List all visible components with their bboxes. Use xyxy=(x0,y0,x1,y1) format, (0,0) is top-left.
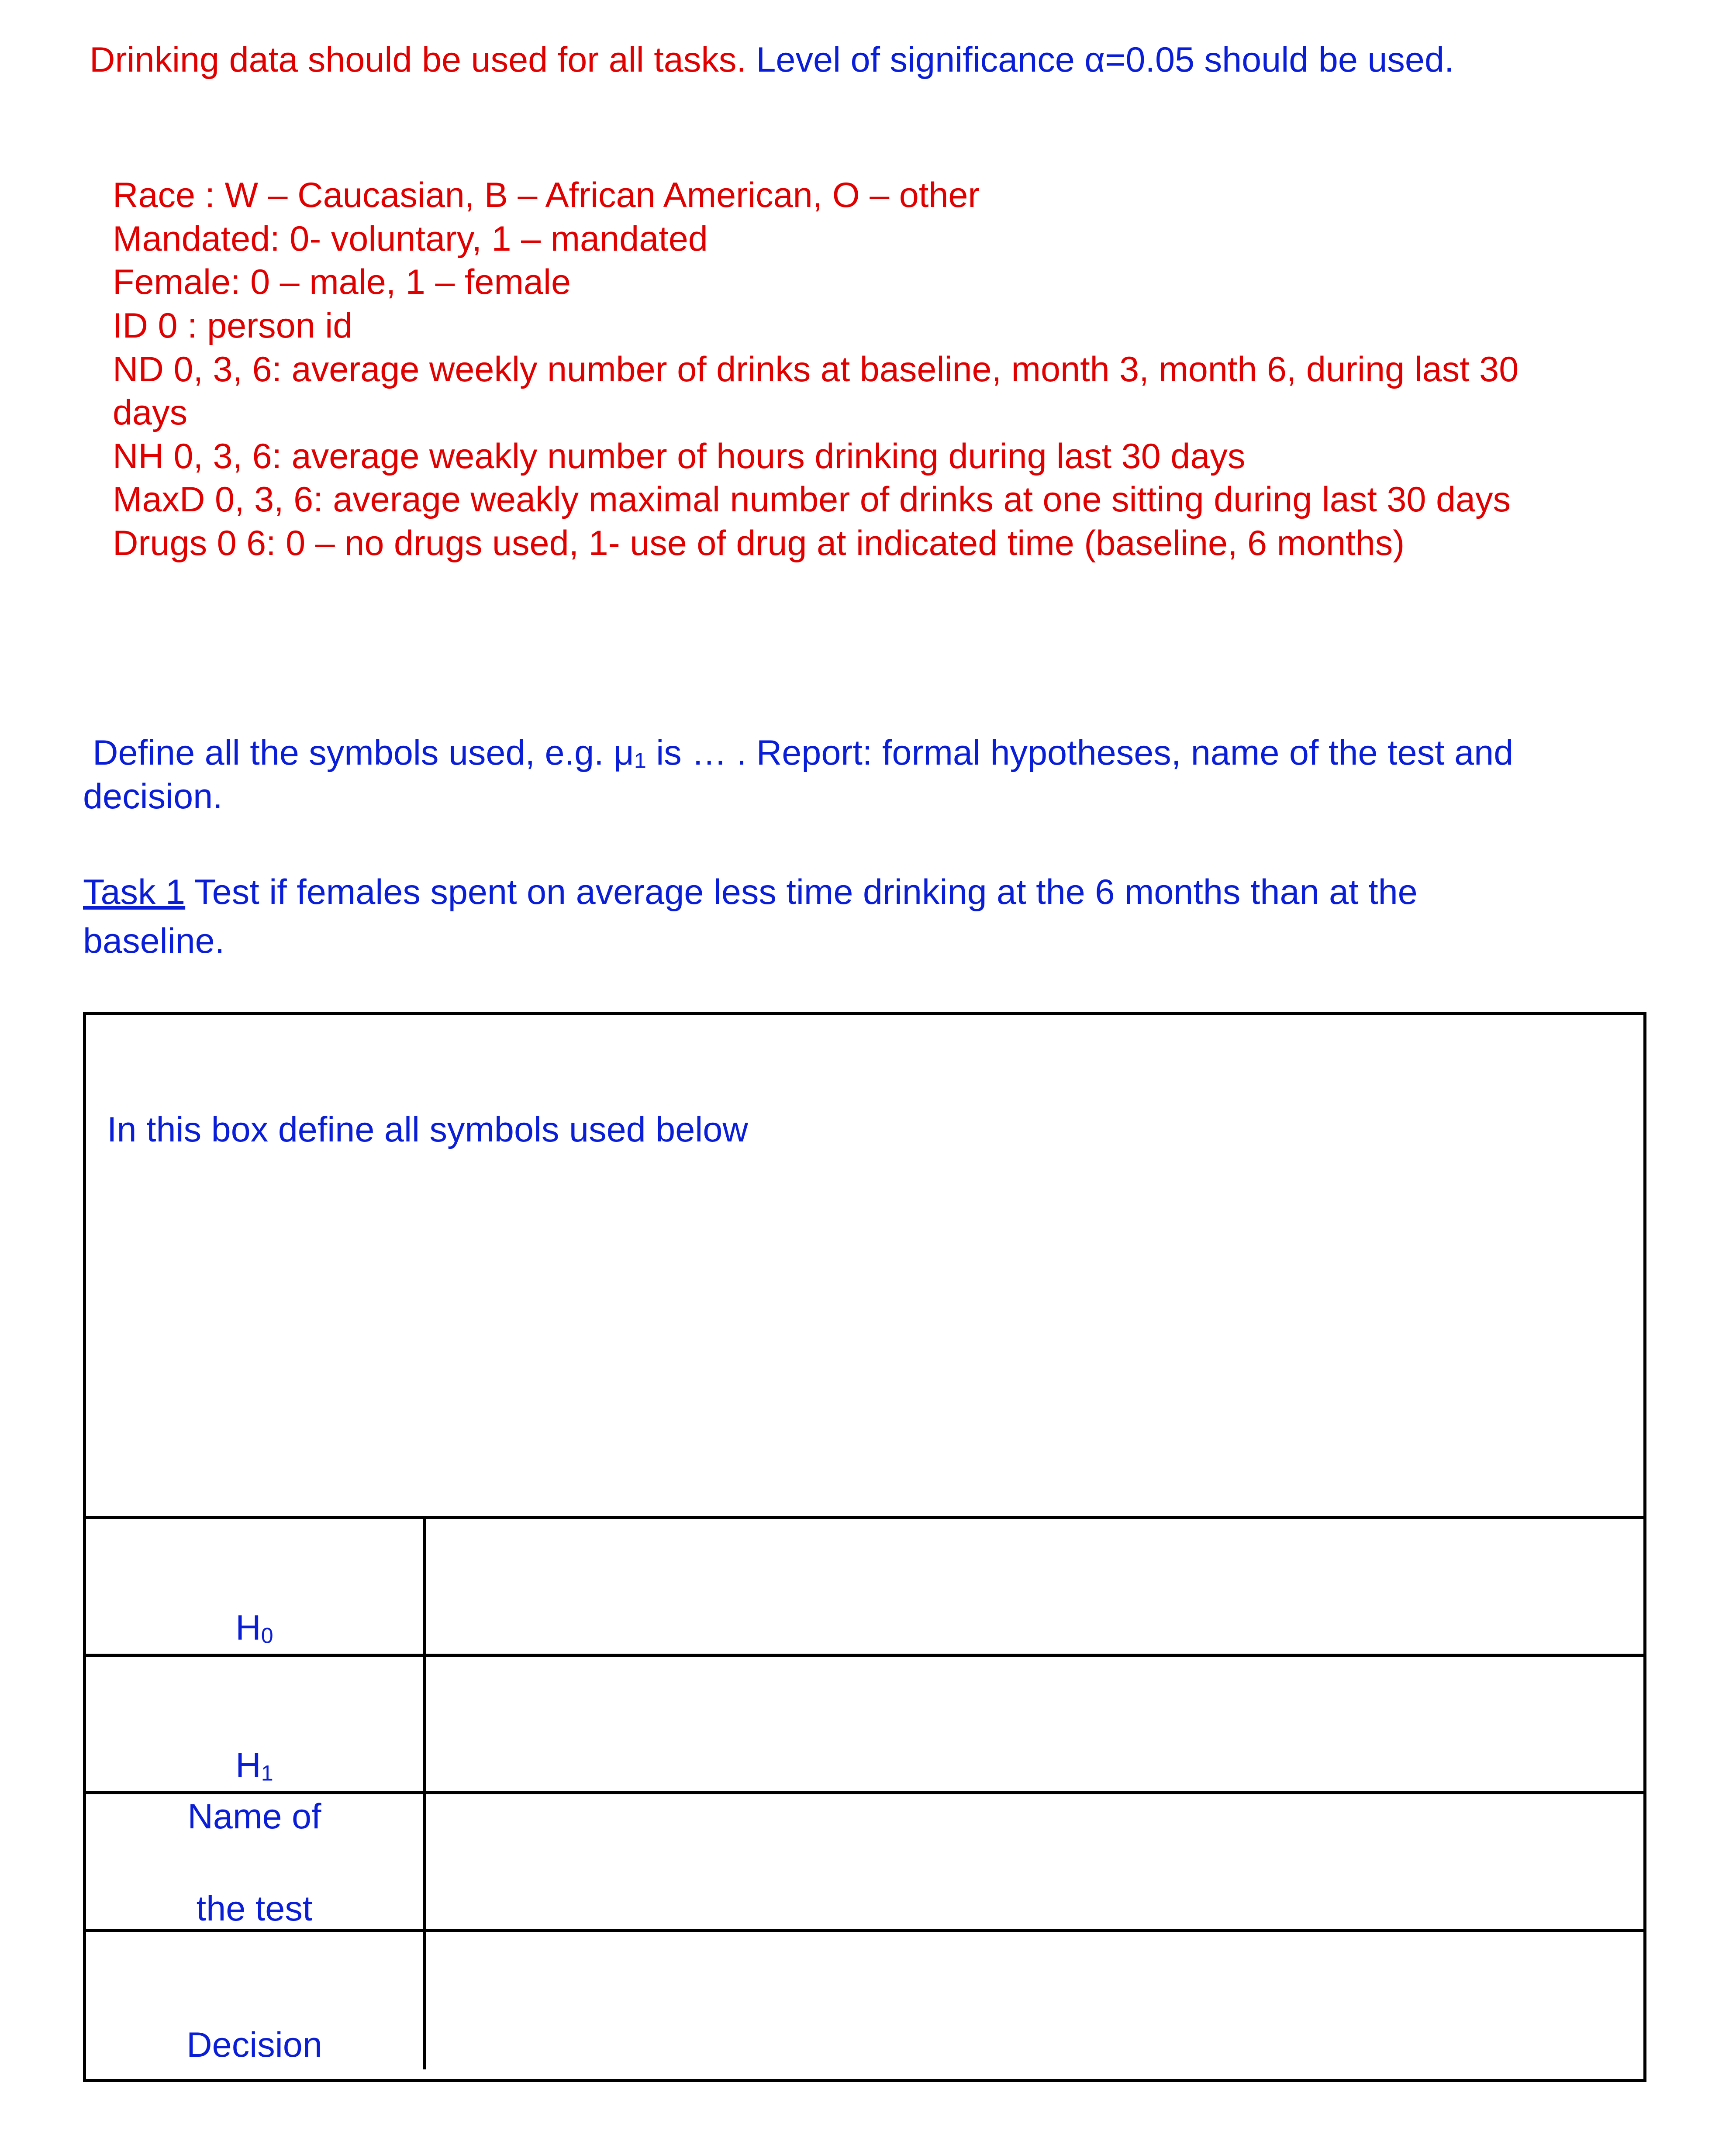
decision-label: Decision xyxy=(186,2025,322,2065)
legend-item-female: Female: 0 – male, 1 – female xyxy=(113,262,571,302)
h0-label: $H_0$ xyxy=(235,1608,273,1648)
legend-item-nd: ND 0, 3, 6: average weekly number of drinks at baseline, month 3, month 6, during last 30 days xyxy=(113,349,1519,433)
task-1-text-line-2: baseline. xyxy=(83,921,225,961)
mu-subscript: 1 xyxy=(634,748,646,773)
decision-label-cell xyxy=(86,1932,426,2069)
task-1-link[interactable]: Task 1 xyxy=(83,872,186,912)
answer-box xyxy=(83,1012,1646,2082)
test-name-label-cell xyxy=(86,1794,426,1929)
instructions-line-1: Define all the symbols used, e.g. $\mu_1$ is … . Report: formal hypotheses, name of the test and xyxy=(93,733,1514,773)
report-instructions xyxy=(83,731,1690,818)
symbols-definition-area[interactable] xyxy=(86,1015,1643,1519)
decision-answer-cell[interactable] xyxy=(426,1932,1643,2069)
task-1-statement xyxy=(83,868,1655,966)
test-name-answer-cell[interactable] xyxy=(426,1794,1643,1929)
instructions-line-2: decision. xyxy=(83,776,223,816)
legend-item-drugs: Drugs 0 6: 0 – no drugs used, 1- use of drug at indicated time (baseline, 6 months) xyxy=(113,524,1405,563)
decision-row xyxy=(86,1932,1643,2069)
legend-item-race: Race : W – Caucasian, B – African American, O – other xyxy=(113,176,980,215)
symbols-label: In this box define all symbols used below xyxy=(107,1110,748,1149)
variable-legend xyxy=(113,174,1576,565)
h1-label: $H_1$ xyxy=(235,1746,273,1786)
legend-item-mandated: Mandated: 0- voluntary, 1 – mandated xyxy=(113,219,708,259)
h1-label-cell xyxy=(86,1657,426,1791)
data-note: Drinking data should be used for all tasks. xyxy=(90,40,746,79)
test-name-label-line-2: the test xyxy=(196,1889,313,1928)
h1-row xyxy=(86,1657,1643,1794)
instructions-header xyxy=(90,38,1684,82)
task-1-text: Test if females spent on average less time drinking at the 6 months than at the xyxy=(185,872,1418,912)
test-name-row xyxy=(86,1794,1643,1932)
significance-note: Level of significance α=0.05 should be used. xyxy=(756,40,1454,79)
legend-item-maxd: MaxD 0, 3, 6: average weakly maximal number of drinks at one sitting during last 30 days xyxy=(113,480,1511,520)
h0-label-cell xyxy=(86,1519,426,1654)
legend-item-id: ID 0 : person id xyxy=(113,306,353,345)
h1-answer-cell[interactable] xyxy=(426,1657,1643,1791)
legend-item-nh: NH 0, 3, 6: average weakly number of hours drinking during last 30 days xyxy=(113,436,1246,476)
test-name-label-line-1: Name of xyxy=(187,1797,321,1836)
h0-answer-cell[interactable] xyxy=(426,1519,1643,1654)
h0-row xyxy=(86,1519,1643,1657)
